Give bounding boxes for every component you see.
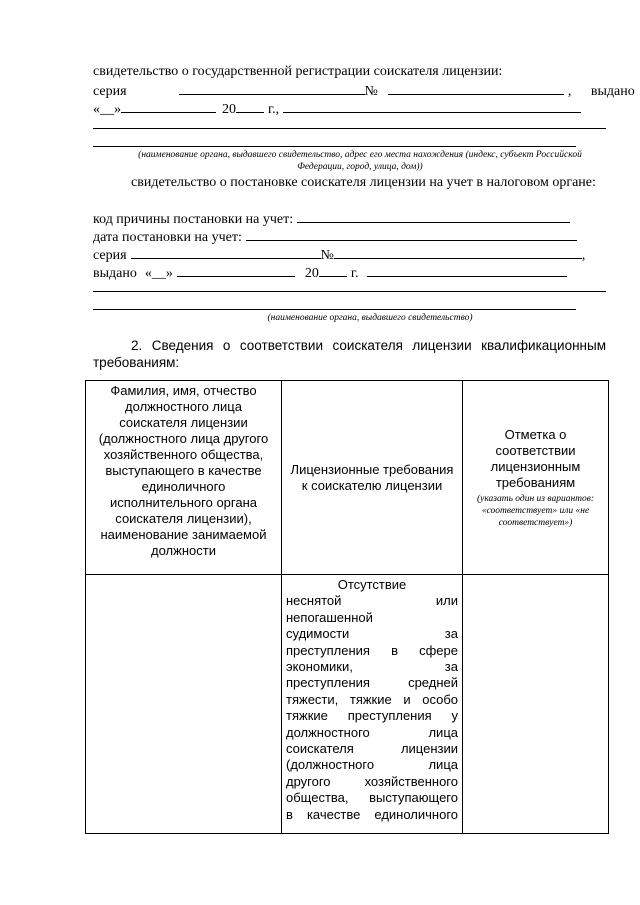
table-row	[86, 575, 609, 834]
col1-header-cell	[86, 381, 282, 575]
series-field[interactable]	[179, 82, 365, 95]
requirement-line: преступления средней	[286, 675, 458, 691]
requirement-cell	[282, 575, 463, 834]
tax-year-prefix: 20	[304, 266, 319, 281]
tax-number-sign: №	[320, 248, 334, 263]
requirement-line: другого хозяйственного	[286, 773, 458, 789]
issuer-field[interactable]	[283, 100, 581, 113]
requirement-line: неснятой или	[286, 593, 458, 609]
tax-issuer-field[interactable]	[367, 264, 567, 277]
tax-year-suffix: г.	[350, 266, 359, 281]
tax-number-field[interactable]	[334, 246, 582, 259]
year-prefix: 20	[222, 102, 236, 117]
col2-header-cell	[282, 381, 463, 575]
requirement-line: в качестве единоличного	[286, 806, 458, 822]
col3-note: (указать один из вариантов: «соответствует» или «не соответствует»)	[476, 493, 595, 528]
requirement-line: (должностного лица	[286, 757, 458, 773]
year-field[interactable]	[236, 100, 264, 113]
tax-issuer-line-3[interactable]	[93, 309, 576, 310]
tax-series-label: серия	[93, 248, 127, 263]
number-sign: №	[364, 84, 378, 99]
reg-note: (наименование органа, выдавшего свидетельство, адрес его места нахождения (индекс, субъект Российской Федерации, город, улица, дом))	[138, 150, 582, 172]
kpp-label: код причины постановки на учет:	[93, 212, 294, 227]
requirement-line: преступления в сфере	[286, 642, 458, 658]
col1-header: Фамилия, имя, отчество должностного лица соискателя лицензии (должностного лица другого хозяйственного общества, выступающего в качестве единоличного исполнительного органа соискателя лицензии), наименование занимаемой должности	[98, 383, 269, 558]
date-open: «__»	[93, 102, 121, 117]
col3-header-cell	[463, 381, 609, 575]
tax-series-field[interactable]	[131, 246, 321, 259]
date-field[interactable]	[121, 100, 216, 113]
requirement-line: тяжести, тяжкие и особо	[286, 691, 458, 707]
tax-comma: ,	[581, 248, 586, 263]
qualification-table	[85, 380, 609, 834]
issuer-line-2[interactable]	[93, 128, 606, 129]
col2-header: Лицензионные требования к соискателю лицензии	[290, 461, 454, 493]
section2-heading: 2. Сведения о соответствии соискателя лицензии квалификационным требованиям:	[93, 338, 606, 370]
requirement-line: Отсутствие	[337, 577, 407, 592]
tax-cert-heading: свидетельство о постановке соискателя лицензии на учет в налоговом органе:	[131, 175, 596, 190]
requirement-line: тяжкие преступления у	[286, 708, 458, 724]
col3-header: Отметка о соответствии лицензионным требованиям	[490, 426, 581, 490]
requirement-line: непогашенной	[286, 609, 373, 625]
tax-date-field[interactable]	[246, 228, 577, 241]
tax-date-open: «__»	[144, 266, 173, 281]
tax-issued-date-field[interactable]	[177, 264, 295, 277]
number-field[interactable]	[388, 82, 564, 95]
requirement-line: соискателя лицензии	[286, 741, 458, 757]
requirement-text	[282, 575, 462, 823]
tax-date-line	[93, 228, 577, 246]
issuer-line-3[interactable]	[93, 146, 576, 147]
reg-series-line	[93, 82, 635, 100]
requirement-line: экономики, за	[286, 659, 458, 675]
reg-cert-heading: свидетельство о государственной регистрации соискателя лицензии:	[93, 64, 503, 79]
tax-series-line	[93, 246, 585, 264]
tax-issuer-line-2[interactable]	[93, 291, 606, 292]
official-name-cell[interactable]	[86, 575, 282, 834]
kpp-line	[93, 210, 570, 228]
tax-date-label: дата постановки на учет:	[93, 230, 242, 245]
tax-note: (наименование органа, выдавшего свидетельство)	[267, 313, 473, 323]
year-suffix: г.,	[268, 102, 280, 117]
compliance-mark-cell[interactable]	[463, 575, 609, 834]
requirement-line: должностного лица	[286, 724, 458, 740]
reg-date-line	[93, 100, 581, 118]
requirement-line: судимости за	[286, 626, 458, 642]
table-header-row	[86, 381, 609, 575]
issued-label: , выдано	[567, 84, 635, 99]
tax-issued-line	[93, 264, 567, 282]
series-label: серия	[93, 84, 127, 99]
kpp-field[interactable]	[297, 210, 570, 223]
requirement-line: общества, выступающего	[286, 790, 458, 806]
tax-year-field[interactable]	[319, 264, 347, 277]
tax-issued-label: выдано	[93, 266, 137, 281]
